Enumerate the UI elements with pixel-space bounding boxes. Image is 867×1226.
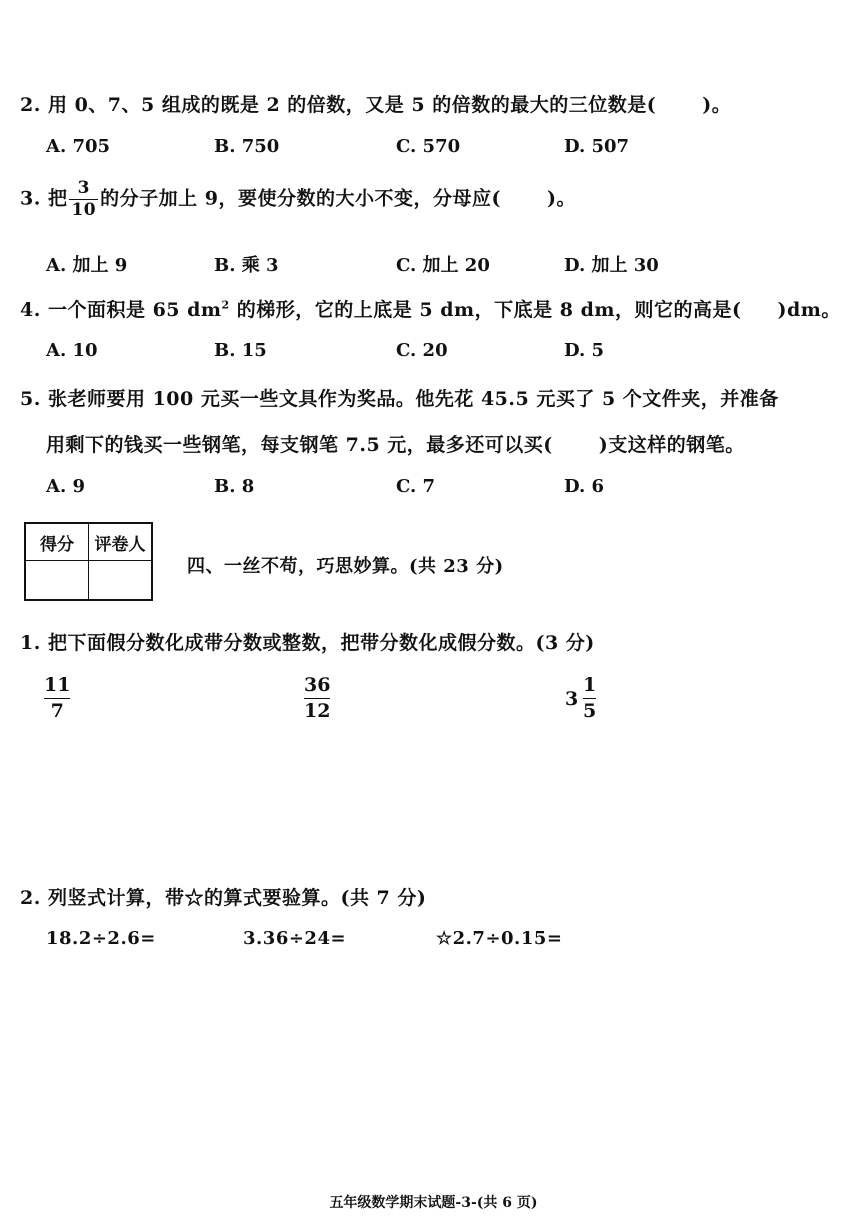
- q5-option-d: D. 6: [564, 476, 605, 497]
- section-4-question-1: 1. 把下面假分数化成带分数或整数，把带分数化成假分数。(3 分): [20, 632, 595, 654]
- question-5-line-2: 用剩下的钱买一些钢笔，每支钢笔 7.5 元，最多还可以买( )支这样的钢笔。: [46, 434, 745, 456]
- q2-option-a: A. 705: [46, 136, 111, 157]
- section-4-question-2: 2. 列竖式计算，带☆的算式要验算。(共 7 分): [20, 887, 427, 909]
- q5-option-b: B. 8: [214, 476, 255, 497]
- q5-option-a: A. 9: [46, 476, 86, 497]
- question-3: 3. 把 $\frac{3}{10}$ 的分子加上 9，要使分数的大小不变，分母应( )。: [20, 178, 576, 220]
- q4-option-b: B. 15: [214, 340, 267, 361]
- expression-1: 18.2÷2.6=: [46, 928, 156, 949]
- expression-3: ☆2.7÷0.15=: [436, 928, 563, 949]
- q3-option-b: B. 乘 3: [214, 255, 279, 276]
- score-table: [24, 522, 153, 601]
- score-header: 得分: [25, 523, 89, 561]
- page-footer: 五年级数学期末试题-3-(共 6 页): [329, 1195, 538, 1211]
- q3-option-d: D. 加上 30: [564, 255, 659, 276]
- score-cell[interactable]: [25, 561, 89, 601]
- grader-cell[interactable]: [89, 561, 153, 601]
- grader-header: 评卷人: [89, 523, 153, 561]
- q2-option-b: B. 750: [214, 136, 280, 157]
- expression-2: 3.36÷24=: [243, 928, 347, 949]
- q5-option-c: C. 7: [396, 476, 436, 497]
- fraction-1-5: $\frac{1}{5}$: [583, 674, 597, 722]
- question-2-text: 2. 用 0、7、5 组成的既是 2 的倍数，又是 5 的倍数的最大的三位数是(: [20, 94, 657, 116]
- fraction-11-7: $\frac{11}{7}$: [44, 674, 71, 722]
- q4-option-d: D. 5: [564, 340, 605, 361]
- q2-option-c: C. 570: [396, 136, 461, 157]
- q4-option-a: A. 10: [46, 340, 98, 361]
- mixed-number-whole: 3: [565, 688, 579, 710]
- question-2: 2. 用 0、7、5 组成的既是 2 的倍数，又是 5 的倍数的最大的三位数是( )。: [20, 94, 732, 116]
- fraction-36-12: $\frac{36}{12}$: [304, 674, 331, 722]
- fraction-3-10: $\frac{3}{10}$: [71, 178, 97, 220]
- question-4: 4. 一个面积是 65 $dm^2$ 的梯形，它的上底是 5 dm，下底是 8 dm，则它的高是( )dm。: [20, 298, 841, 321]
- q3-option-a: A. 加上 9: [46, 255, 128, 276]
- q3-option-c: C. 加上 20: [396, 255, 490, 276]
- section-4-title: 四、一丝不苟，巧思妙算。(共 23 分): [187, 556, 504, 577]
- q2-option-d: D. 507: [564, 136, 630, 157]
- q4-option-c: C. 20: [396, 340, 448, 361]
- question-5-line-1: 5. 张老师要用 100 元买一些文具作为奖品。他先花 45.5 元买了 5 个文件夹，并准备: [20, 388, 779, 410]
